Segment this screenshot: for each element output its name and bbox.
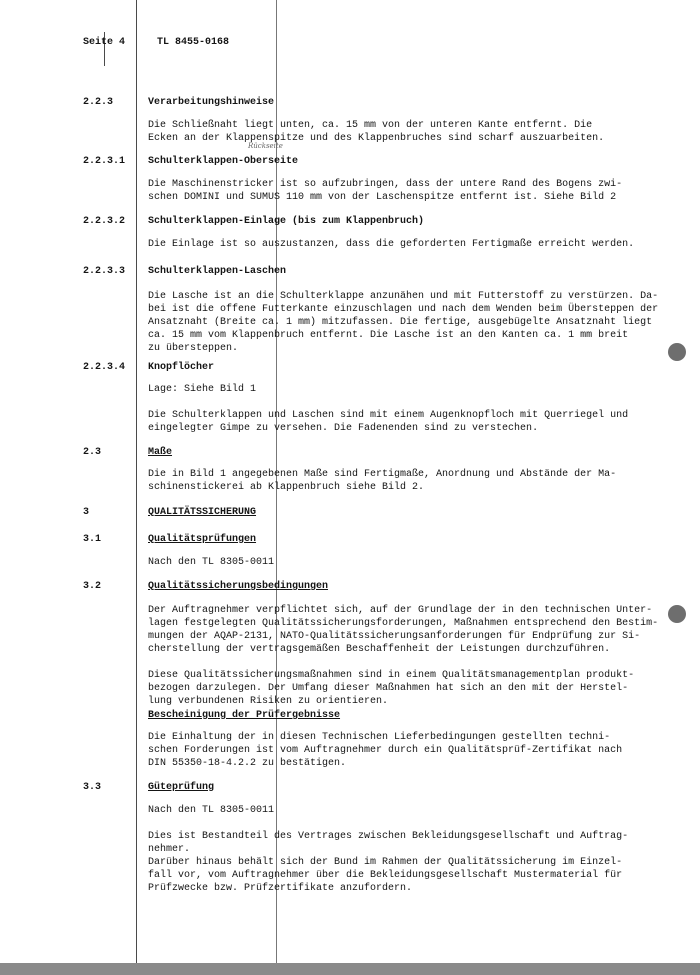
body-line: Dies ist Bestandteil des Vertrages zwischen Bekleidungsgesellschaft und Auftrag- (148, 831, 629, 842)
body-line: Darüber hinaus behält sich der Bund im Rahmen der Qualitätssicherung im Einzel- (148, 857, 623, 868)
body-line: Lage: Siehe Bild 1 (148, 384, 257, 395)
punch-hole-top (668, 343, 686, 361)
scan-bottom-edge (0, 963, 700, 975)
body-line: Die Maschinenstricker ist so aufzubringen, dass der untere Rand des Bogens zwi- (148, 179, 623, 190)
body-line: Ansatznaht (Breite ca. 1 mm) mitzufassen. Die fertige, ausgebügelte Ansatznaht liegt (148, 317, 653, 328)
body-line: Die Schulterklappen und Laschen sind mit einem Augenknopfloch mit Querriegel und (148, 410, 629, 421)
section-number: 3.3 (83, 782, 102, 793)
handwritten-note: Rückseite (248, 142, 283, 150)
section-number: 2.2.3.4 (83, 362, 126, 373)
body-line: ca. 15 mm vom Klappenbruch entfernt. Die Lasche ist an den Kanten ca. 1 mm breit (148, 330, 629, 341)
body-line: bezogen darzulegen. Der Umfang dieser Maßnahmen hat sich an den mit der Herstel- (148, 683, 629, 694)
body-line: Nach den TL 8305-0011 (148, 805, 275, 816)
punch-hole-bottom (668, 605, 686, 623)
body-line: Die Einhaltung der in diesen Technischen Lieferbedingungen gestellten techni- (148, 732, 611, 743)
section-heading: Güteprüfung (148, 782, 215, 793)
section-heading: Schulterklappen-Einlage (bis zum Klappenbruch) (148, 216, 425, 227)
body-line: lung verbundenen Risiken zu orientieren. (148, 696, 389, 707)
body-line: bei ist die offene Futterkante einzuschlagen und nach dem Wenden beim Übersteppen der (148, 304, 659, 315)
section-heading: Schulterklappen-Oberseite (148, 156, 299, 167)
section-number: 2.2.3.2 (83, 216, 126, 227)
section-number: 3.2 (83, 581, 102, 592)
section-heading: Qualitätssicherungsbedingungen (148, 581, 329, 592)
section-heading: QUALITÄTSSICHERUNG (148, 507, 257, 518)
body-line: DIN 55350-18-4.2.2 zu bestätigen. (148, 758, 347, 769)
body-line: Die in Bild 1 angegebenen Maße sind Fertigmaße, Anordnung und Abstände der Ma- (148, 469, 617, 480)
body-line: Ecken an der Klappenspitze und des Klappenbruches sind scharf auszuarbeiten. (148, 133, 605, 144)
body-line: schen DOMINI und SUMUS 110 mm von der Laschenspitze entfernt ist. Siehe Bild 2 (148, 192, 617, 203)
section-number: 2.3 (83, 447, 102, 458)
body-line: fall vor, vom Auftragnehmer über die Bekleidungsgesellschaft Mustermaterial für (148, 870, 623, 881)
section-number: 2.2.3 (83, 97, 114, 108)
page-number: Seite 4 (83, 37, 126, 48)
body-line: zu übersteppen. (148, 343, 239, 354)
body-line: lagen festgelegten Qualitätssicherungsforderungen, Maßnahmen entsprechend den Bestim- (148, 618, 659, 629)
body-line: Die Einlage ist so auszustanzen, dass die geforderten Fertigmaße erreicht werden. (148, 239, 635, 250)
section-number: 3 (83, 507, 90, 518)
body-line: Diese Qualitätssicherungsmaßnahmen sind in einem Qualitätsmanagementplan produkt- (148, 670, 635, 681)
section-number: 3.1 (83, 534, 102, 545)
section-number: 2.2.3.3 (83, 266, 126, 277)
body-line: cherstellung der vertragsgemäßen Beschaffenheit der Leistungen durchzuführen. (148, 644, 611, 655)
body-line: schinenstickerei ab Klappenbruch siehe Bild 2. (148, 482, 425, 493)
section-heading: Verarbeitungshinweise (148, 97, 275, 108)
section-heading: Schulterklappen-Laschen (148, 266, 287, 277)
section-heading: Knopflöcher (148, 362, 215, 373)
section-heading: Qualitätsprüfungen (148, 534, 257, 545)
body-line: eingelegter Gimpe zu versehen. Die Fadenenden sind zu verstechen. (148, 423, 539, 434)
section-number: 2.2.3.1 (83, 156, 126, 167)
body-line: schen Forderungen ist vom Auftragnehmer durch ein Qualitätsprüf-Zertifikat nach (148, 745, 623, 756)
section-heading: Bescheinigung der Prüfergebnisse (148, 710, 341, 721)
body-line: Nach den TL 8305-0011 (148, 557, 275, 568)
body-line: Die Lasche ist an die Schulterklappe anzunähen und mit Futterstoff zu verstürzen. Da- (148, 291, 659, 302)
body-line: nehmer. (148, 844, 191, 855)
body-line: mungen der AQAP-2131, NATO-Qualitätssicherungsanforderungen für Endprüfung zur Si- (148, 631, 641, 642)
body-line: Der Auftragnehmer verpflichtet sich, auf der Grundlage der in den technischen Unter- (148, 605, 653, 616)
body-line: Die Schließnaht liegt unten, ca. 15 mm von der unteren Kante entfernt. Die (148, 120, 593, 131)
scan-line-left (136, 0, 137, 975)
section-heading: Maße (148, 447, 173, 458)
body-line: Prüfzwecke bzw. Prüfzertifikate anzufordern. (148, 883, 413, 894)
document-id: TL 8455-0168 (157, 37, 230, 48)
